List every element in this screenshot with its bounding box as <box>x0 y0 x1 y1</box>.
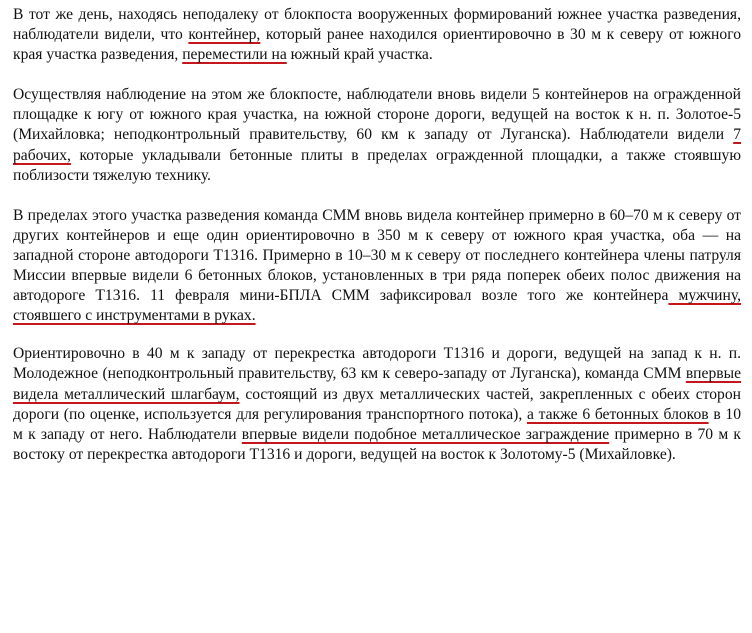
text-run: Ориентировочно в 40 м к западу от перекрестка автодороги Т1316 и дороги, ведущей на запад к н. п. Молодежное (неподконтрольный правительству, 63 км к северо-западу от Луганска), команда СММ <box>13 345 741 383</box>
text-run: примерно в 70 м к востоку от перекрестка автодороги Т1316 и дороги, ведущей на восток к Золотому-5 (Михайловке). <box>13 425 742 463</box>
highlight-blocks: а также 6 бетонных блоков <box>526 405 709 423</box>
paragraph-concrete-blocks <box>13 206 741 327</box>
text-run: южный край участка. <box>286 46 433 64</box>
paragraph-fenced-area <box>13 85 741 185</box>
highlight-similar-barrier: впервые видели подобное металлическое заграждение <box>241 425 610 443</box>
text-run: В пределах этого участка разведения команда СММ вновь видела контейнер примерно в 60–70 м к северу от других контейнеров и еще один ориентировочно в 350 м к северу от южного края участка, оба — на западной стороне автодороги Т1316. Примерно в 10–30 м к северу от последнего контейнера члены патруля Миссии впервые видели 6 бетонных блоков, установленных в три ряда поперек обеих полос движения на автодороге Т1316. 11 февраля мини-БПЛА СММ зафиксировал возле того же контейнера <box>13 206 741 305</box>
highlight-workers: 7 рабочих, <box>13 126 741 164</box>
text-run: в 10 м к западу от него. Наблюдатели <box>13 405 741 443</box>
highlight-man-with-tools: мужчину, стоявшего с инструментами в руках. <box>13 287 741 325</box>
paragraph-container-relocation <box>13 5 741 65</box>
highlight-barrier: впервые видела металлический шлагбаум, <box>13 365 741 403</box>
highlight-container: контейнер, <box>188 26 261 44</box>
text-run: которые укладывали бетонные плиты в пределах огражденной площадки, а также стоявшую поблизости тяжелую технику. <box>13 146 741 184</box>
text-run: В тот же день, находясь неподалеку от блокпоста вооруженных формирований южнее участка разведения, наблюдатели видели, что <box>13 6 741 44</box>
highlight-relocated: переместили на <box>182 46 287 64</box>
paragraph-barrier <box>13 344 741 465</box>
text-run: состоящий из двух металлических частей, закрепленных с обеих сторон дороги (по оценке, используется для регулирования транспортного потока), <box>13 385 741 423</box>
text-run: Осуществляя наблюдение на этом же блокпосте, наблюдатели вновь видели 5 контейнеров на огражденной площадке к югу от южного края участка, на южной стороне дороги, ведущей на восток к н. п. Золотое-5 (Михайловка; неподконтрольный правительству, 60 км к западу от Луганска). Наблюдатели видели <box>13 86 741 144</box>
text-run: который ранее находился ориентировочно в 30 м к северу от южного края участка разведения, <box>13 26 741 64</box>
